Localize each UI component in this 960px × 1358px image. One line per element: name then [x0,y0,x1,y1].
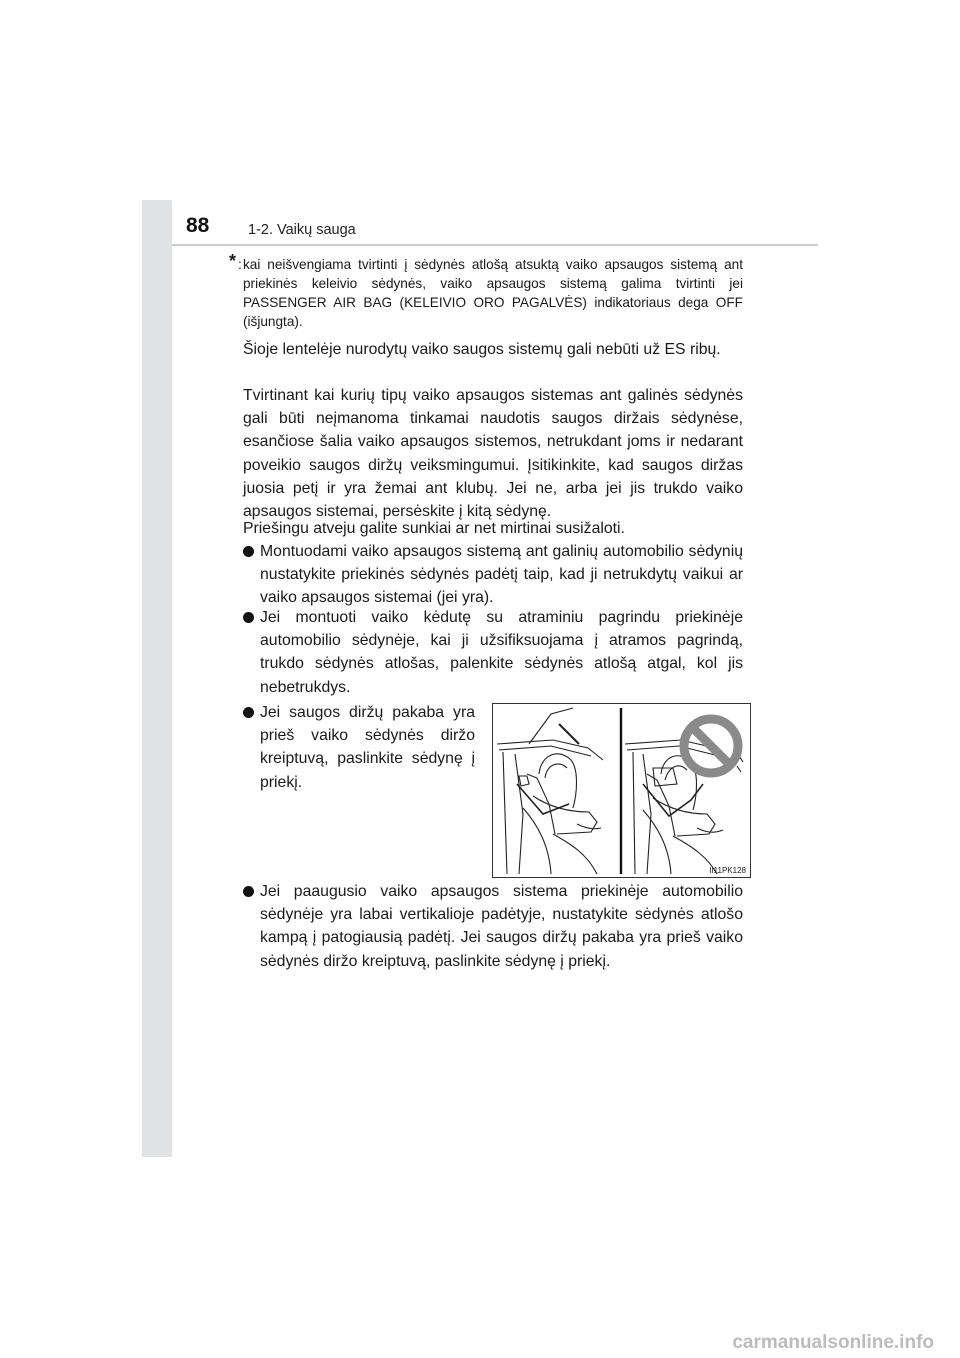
footnote-text: kai neišvengiama tvirtinti į sėdynės atlošą atsuktą vaiko apsaugos sistemą ant priekinės keleivio sėdynės, vaiko apsaugos sistemą galima tvirtinti jei PASSENGER AIR BAG (KELEIVIO ORO PAGALVĖS) indikatoriaus dega OFF (išjungta). [243,257,743,329]
bullet-item [243,606,743,699]
page-number: 88 [186,214,210,237]
header-rule [172,244,818,246]
bullet-text: Montuodami vaiko apsaugos sistemą ant galinių automobilio sėdynių nustatykite priekinės sėdynės padėtį taip, kad ji netrukdytų vaikui ar vaiko apsaugos sistemai (jei yra). [260,543,743,607]
paragraph-rear-seat-belts: Tvirtinant kai kurių tipų vaiko apsaugos sistemas ant galinės sėdynės gali būti neįmanoma tinkamai naudotis saugos diržais sėdynėse, esančiose šalia vaiko apsaugos sistemos, netrukdant joms ir nedarant poveikio saugos diržų veiksmingumui. Įsitikinkite, kad saugos diržas juosia petį ir yra žemai ant klubų. Jei ne, arba jei jis trukdo vaiko apsaugos sistemai, persėskite į kitą sėdynę. [243,387,743,521]
section-title: 1-2. Vaikų sauga [248,222,356,238]
watermark: carmanualsonline.info [732,1332,934,1353]
bullet-item [243,880,743,973]
paragraph-warning: Priešingu atveju galite sunkiai ar net mirtinai susižaloti. [243,520,625,537]
figure-code: II11PK128 [709,866,746,875]
no-entry-icon [684,719,738,773]
side-band [142,200,172,1157]
footnote-marker: * [229,251,237,271]
bullet-icon [243,612,254,623]
paragraph-eu-note: Šioje lentelėje nurodytų vaiko saugos sistemų gali nebūti už ES ribų. [243,341,721,358]
seat-illustration-drawing [493,704,750,877]
bullet-text: Jei saugos diržų pakaba yra prieš vaiko sėdynės diržo kreiptuvą, paslinkite sėdynę į priekį. [260,704,475,791]
bullet-icon [243,546,254,557]
child-seat-correct-panel [497,708,603,874]
footnote-separator: : [238,257,242,272]
bullet-text: Jei paaugusio vaiko apsaugos sistema priekinėje automobilio sėdynėje yra labai vertikalioje padėtyje, nustatykite sėdynės atlošo kampą į patogiausią padėtį. Jei saugos diržų pakaba yra prieš vaiko sėdynės diržo kreiptuvą, paslinkite sėdynę į priekį. [260,883,743,970]
bullet-item [243,701,475,794]
bullet-item [243,540,743,610]
bullet-icon [243,707,254,718]
seat-illustration [492,703,751,878]
footnote [229,251,743,331]
bullet-icon [243,886,254,897]
bullet-text: Jei montuoti vaiko kėdutę su atraminiu pagrindu priekinėje automobilio sėdynėje, kai ji užsifiksuojama į atramos pagrindą, trukdo sėdynės atlošas, palenkite sėdynės atlošą atgal, kol jis nebetrukdys. [260,609,743,696]
